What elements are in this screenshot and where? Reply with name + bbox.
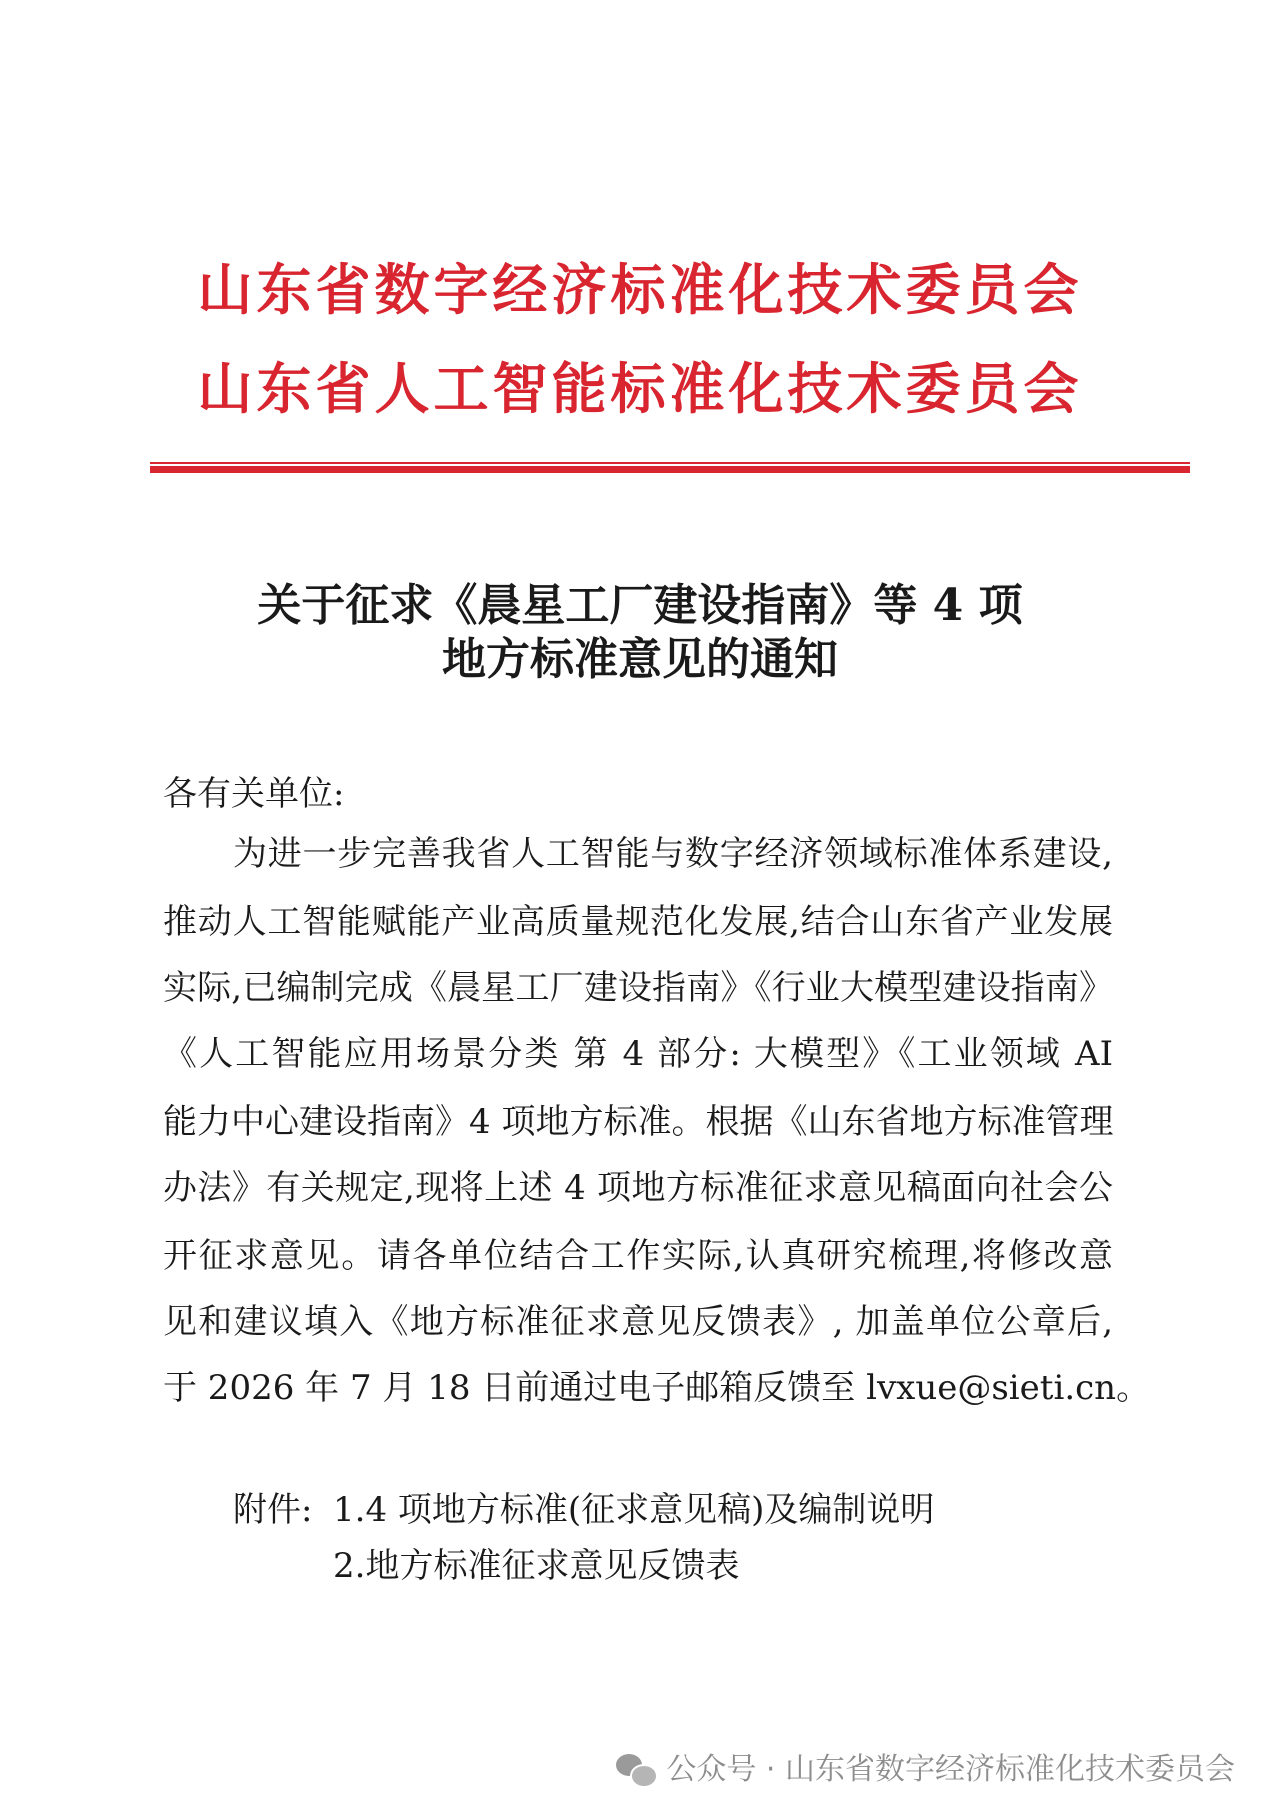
paragraph-line: 为进一步完善我省人工智能与数字经济领域标准体系建设,: [233, 834, 1113, 874]
paragraph-line: 开征求意见。请各单位结合工作实际,认真研究梳理,将修改意: [163, 1236, 1113, 1276]
wechat-watermark: [616, 1750, 1235, 1790]
watermark-text: 公众号 · 山东省数字经济标准化技术委员会: [666, 1752, 1235, 1787]
salutation: 各有关单位:: [163, 774, 345, 814]
header-divider-thick: [150, 466, 1190, 473]
issuer-name-ai: 山东省人工智能标准化技术委员会: [197, 357, 1083, 421]
attachments-label: 附件:: [233, 1490, 313, 1530]
paragraph-line: 办法》有关规定,现将上述 4 项地方标准征求意见稿面向社会公: [163, 1168, 1113, 1208]
paragraph-line: 于 2026 年 7 月 18 日前通过电子邮箱反馈至 lvxue@sieti.cn。: [163, 1368, 1151, 1408]
attachment-item: 1.4 项地方标准(征求意见稿)及编制说明: [333, 1490, 935, 1530]
document-title-line-2: 地方标准意见的通知: [442, 634, 838, 685]
header-divider-thin: [150, 462, 1190, 464]
issuer-name-digital-economy: 山东省数字经济标准化技术委员会: [197, 258, 1083, 322]
paragraph-line: 见和建议填入《地方标准征求意见反馈表》, 加盖单位公章后,: [163, 1302, 1113, 1342]
attachment-item: 2.地方标准征求意见反馈表: [333, 1546, 740, 1586]
paragraph-line: 能力中心建设指南》4 项地方标准。根据《山东省地方标准管理: [163, 1102, 1114, 1142]
paragraph-line: 推动人工智能赋能产业高质量规范化发展,结合山东省产业发展: [163, 902, 1113, 942]
wechat-icon: [616, 1754, 656, 1786]
paragraph-line: 《人工智能应用场景分类 第 4 部分: 大模型》《工业领域 AI: [163, 1034, 1113, 1074]
document-title-line-1: 关于征求《晨星工厂建设指南》等 4 项: [257, 580, 1023, 631]
paragraph-line: 实际,已编制完成《晨星工厂建设指南》《行业大模型建设指南》: [163, 968, 1113, 1008]
